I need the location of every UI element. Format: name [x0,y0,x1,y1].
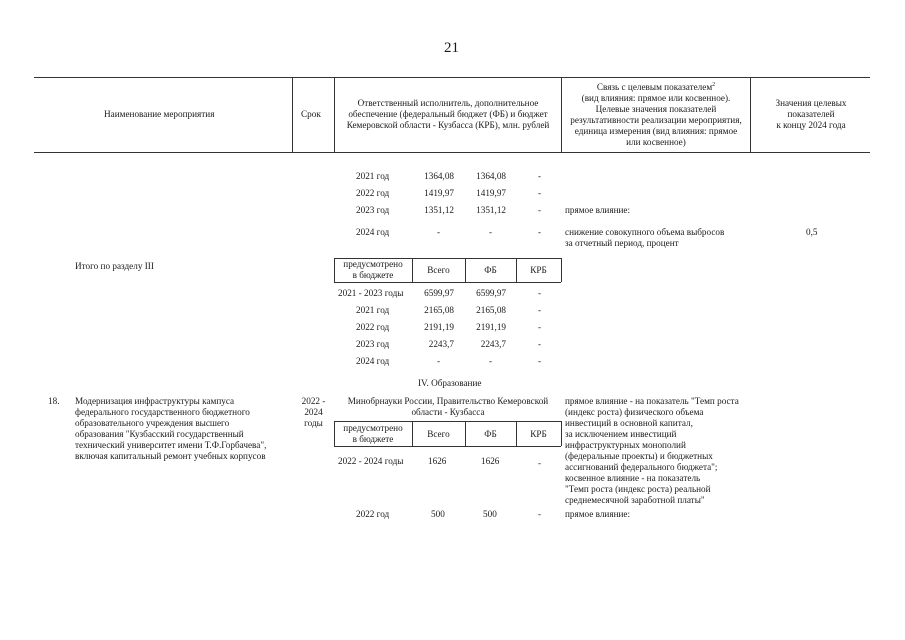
table-row-fb: 2243,7 [480,339,506,349]
target-value: 0,5 [806,227,818,237]
table-row-fb: 2191,19 [476,322,506,332]
table-row-year: 2022 год [356,188,390,198]
header-divider-4 [750,77,751,152]
impact-label: прямое влияние: [565,205,631,215]
header-col-name: Наименование мероприятия [104,109,215,119]
table-row-fb: 1419,97 [476,188,506,198]
item-executor: Минобрнауки России, Правительство Кемеровской области - Кузбасса [347,396,549,417]
table-row-year: 2022 год [356,322,390,332]
table-row-fb: 1364,08 [476,171,506,181]
table-row-fb: 1351,12 [476,205,506,215]
indicator-text: снижение совокупного объема выбросов за отчетный период, процент [565,227,725,248]
header-col-term: Срок [301,109,321,119]
budget-header-krb: КРБ [530,265,547,275]
table-row-krb: - [538,356,542,366]
indicator-link-text: прямое влияние - на показатель "Темп роста (индекс роста) физического объема инвестиций в основной капитал, за исключением инвестиций инфраструктурных монополий (федеральные проекты) и бюджетных ассигнований федерального бюджета"; косвенное влияние - на показатель "Темп роста (индекс роста) реальной среднемесячной заработной платы" [565,396,739,505]
table-row-total: 500 [431,509,445,519]
impact-label: прямое влияние: [565,509,631,519]
table-row-krb: - [538,227,542,237]
item-name: Модернизация инфраструктуры кампуса федерального государственного бюджетного образовательного учреждения высшего образования "Кузбасский государственный технический университет имени Т.Ф.Горбачева", включая капитальный ремонт учебных корпусов [75,396,267,461]
table-row-fb: 1626 [481,456,500,466]
section-total-label: Итого по разделу III [75,261,154,271]
table-row-krb: - [538,322,542,332]
table-row-year: 2023 год [356,339,390,349]
item-number: 18. [48,396,60,406]
page-number: 21 [444,40,459,56]
table-row-fb: 500 [483,509,497,519]
table-row-fb: 2165,08 [476,305,506,315]
budget-header-provided: предусмотрено в бюджете [343,259,403,280]
table-row-krb: - [538,171,542,181]
header-col-link: Связь с целевым показателем$^2$ (вид влияния: прямое или косвенное). Целевые значения показателей результативности реализации мероприятия, единица измерения (вид влияния: прямое или косвенное) [570,81,742,147]
table-row-fb: - [489,227,493,237]
budget-header-total: Всего [427,265,450,275]
budget-header-fb: ФБ [484,265,497,275]
table-row-total: 1626 [428,456,447,466]
table-row-year: 2023 год [356,205,390,215]
header-col-exec: Ответственный исполнитель, дополнительное обеспечение (федеральный бюджет (ФБ) и бюджет Кемеровской области - Кузбасса (КРБ), млн. рублей [346,98,550,130]
table-row-total: 1364,08 [424,171,454,181]
table-row-year: 2021 - 2023 годы [338,288,404,298]
table-row-year: 2022 - 2024 годы [338,456,404,466]
budget-header-provided: предусмотрено в бюджете [343,423,403,444]
table-row-total: - [437,227,441,237]
table-row-fb: - [489,356,493,366]
table-row-krb: - [538,205,542,215]
table-row-year: 2021 год [356,171,390,181]
budget-header-krb: КРБ [530,429,547,439]
table-row-total: 2243,7 [428,339,454,349]
table-row-total: 6599,97 [424,288,454,298]
table-row-krb: - [538,288,542,298]
budget-header-fb: ФБ [484,429,497,439]
table-row-krb: - [538,509,542,519]
section-title: IV. Образование [418,378,482,388]
table-row-fb: 6599,97 [476,288,506,298]
table-row-total: 1351,12 [424,205,454,215]
table-row-krb: - [538,458,542,468]
table-row-year: 2024 год [356,356,390,366]
header-col-target: Значения целевых показателей к концу 2024 года [775,98,847,130]
table-row-krb: - [538,188,542,198]
header-divider-2 [334,77,335,152]
header-divider-1 [292,77,293,152]
table-row-year: 2021 год [356,305,390,315]
budget-header-total: Всего [427,429,450,439]
table-row-total: - [437,356,441,366]
table-row-krb: - [538,339,542,349]
table-row-total: 2191,19 [424,322,454,332]
table-row-year: 2022 год [356,509,390,519]
item-term: 2022 - 2024 годы [301,396,326,428]
table-row-krb: - [538,305,542,315]
table-row-total: 2165,08 [424,305,454,315]
table-row-total: 1419,97 [424,188,454,198]
header-top-rule [34,77,870,78]
table-row-year: 2024 год [356,227,390,237]
header-bottom-rule [34,152,870,153]
